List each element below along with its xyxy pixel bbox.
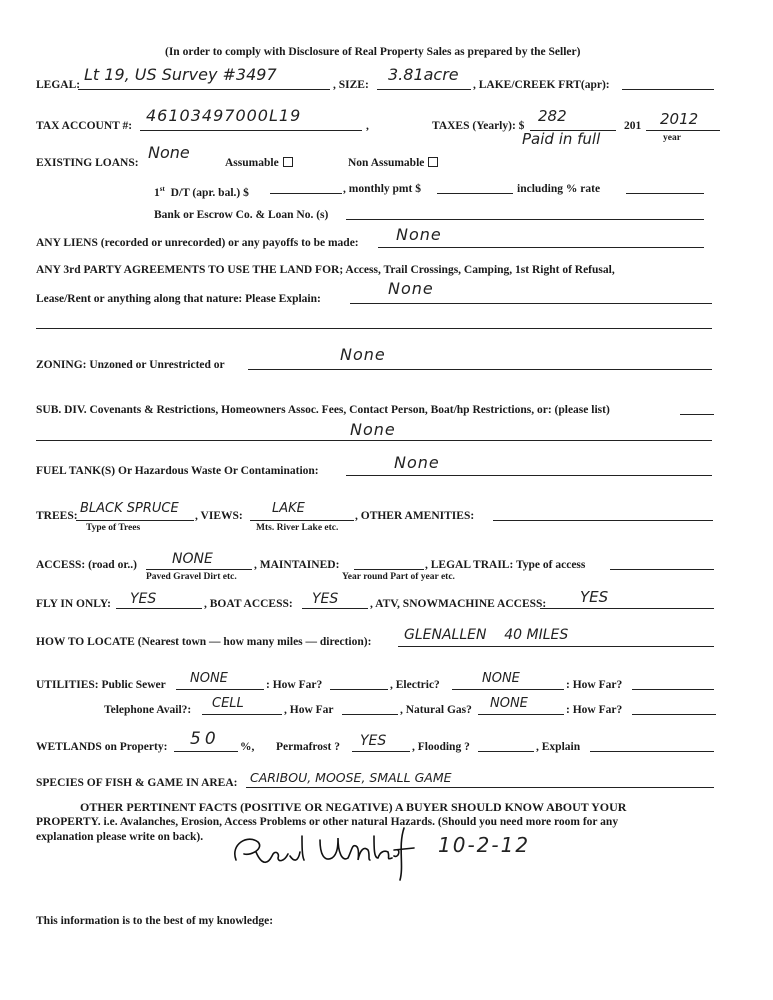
explain-line: [590, 751, 714, 752]
tax-comma: ,: [366, 120, 369, 132]
pertinent-line3: explanation please write on back).: [36, 831, 204, 843]
species-line: [246, 787, 714, 788]
tax-account-line: [140, 130, 362, 131]
trees-value[interactable]: BLACK SPRUCE: [80, 501, 179, 516]
legal-trail-line: [610, 569, 714, 570]
phone-label: Telephone Avail?:: [104, 704, 192, 716]
paid-note: Paid in full: [522, 130, 601, 148]
atv-value[interactable]: YES: [580, 588, 609, 606]
zoning-label: ZONING: Unzoned or Unrestricted or: [36, 359, 225, 371]
size-line: [377, 89, 471, 90]
rate-label: including % rate: [517, 183, 601, 195]
trees-label: TREES:: [36, 510, 78, 522]
electric-label: , Electric?: [390, 679, 440, 691]
third-party-line1: ANY 3rd PARTY AGREEMENTS TO USE THE LAND FOR; Access, Trail Crossings, Camping, 1st Right of Refusal,: [36, 264, 615, 276]
loans-value[interactable]: None: [148, 143, 190, 162]
access-label: ACCESS: (road or..): [36, 559, 137, 571]
pertinent-line1: OTHER PERTINENT FACTS (POSITIVE OR NEGATIVE) A BUYER SHOULD KNOW ABOUT YOUR: [80, 800, 627, 814]
locate-value[interactable]: GLENALLEN 40 MILES: [404, 627, 569, 643]
gas-value[interactable]: NONE: [490, 696, 528, 711]
atv-line: [540, 608, 714, 609]
access-value[interactable]: NONE: [172, 551, 213, 567]
fly-line: [116, 608, 202, 609]
locate-line: [398, 646, 714, 647]
first-dt-num: 1: [154, 186, 160, 199]
tax-account-value[interactable]: 46103497000L19: [146, 106, 302, 125]
year-caption: year: [663, 133, 681, 143]
howfar-4-line: [632, 714, 716, 715]
explain-label: , Explain: [536, 741, 581, 753]
flooding-line: [478, 751, 534, 752]
fly-value[interactable]: YES: [130, 591, 157, 607]
size-label: , SIZE:: [333, 79, 369, 91]
legal-line: [78, 89, 330, 90]
views-value[interactable]: LAKE: [272, 501, 305, 516]
bank-line: [346, 219, 704, 220]
year-line: [646, 130, 720, 131]
utilities-label: UTILITIES: Public Sewer: [36, 679, 166, 691]
form-header: (In order to comply with Disclosure of Real Property Sales as prepared by the Seller): [165, 46, 581, 58]
loans-label: EXISTING LOANS:: [36, 157, 139, 169]
third-party-extra-line: [36, 328, 712, 329]
locate-label: HOW TO LOCATE (Nearest town — how many miles — direction):: [36, 636, 372, 648]
wetlands-value[interactable]: 50: [190, 729, 220, 749]
third-party-line2: Lease/Rent or anything along that nature: Please Explain:: [36, 293, 321, 305]
lake-line: [622, 89, 714, 90]
assumable-option[interactable]: [225, 156, 293, 170]
howfar-1-line: [330, 689, 388, 690]
fuel-line: [346, 475, 712, 476]
liens-label: ANY LIENS (recorded or unrecorded) or any payoffs to be made:: [36, 237, 359, 249]
non-assumable-checkbox[interactable]: [428, 157, 438, 167]
monthly-label: , monthly pmt $: [343, 183, 421, 195]
rate-line: [626, 193, 704, 194]
third-party-value[interactable]: None: [388, 279, 434, 298]
footer-statement: This information is to the best of my knowledge:: [36, 915, 274, 927]
species-label: SPECIES OF FISH & GAME IN AREA:: [36, 777, 238, 789]
access-line: [146, 569, 252, 570]
howfar-3-line: [342, 714, 398, 715]
howfar-1-label: : How Far?: [266, 679, 323, 691]
atv-label: , ATV, SNOWMACHINE ACCESS:: [370, 598, 547, 610]
subdiv-label: SUB. DIV. Covenants & Restrictions, Homeowners Assoc. Fees, Contact Person, Boat/hp Restrictions, or: (please list): [36, 404, 610, 416]
views-caption: Mts. River Lake etc.: [256, 523, 339, 533]
access-caption: Paved Gravel Dirt etc.: [146, 572, 237, 582]
year-value[interactable]: 2012: [660, 110, 699, 128]
size-value[interactable]: 3.81acre: [388, 65, 459, 84]
first-dt-sup: st: [159, 185, 165, 193]
first-dt-text: D/T (apr. bal.) $: [170, 186, 249, 199]
fuel-value[interactable]: None: [394, 453, 440, 472]
signature: [228, 822, 418, 882]
wetlands-line: [174, 751, 238, 752]
permafrost-line: [352, 751, 410, 752]
taxes-label: TAXES (Yearly): $: [432, 120, 525, 132]
boat-line: [302, 608, 368, 609]
liens-value[interactable]: None: [396, 225, 442, 244]
liens-line: [378, 247, 704, 248]
fuel-label: FUEL TANK(S) Or Hazardous Waste Or Contamination:: [36, 465, 319, 477]
assumable-checkbox[interactable]: [283, 157, 293, 167]
views-line: [250, 520, 354, 521]
non-assumable-option[interactable]: [348, 156, 438, 170]
amenities-line: [493, 520, 713, 521]
monthly-line: [437, 193, 513, 194]
trees-line: [76, 520, 194, 521]
howfar-4-label: : How Far?: [566, 704, 623, 716]
phone-value[interactable]: CELL: [212, 696, 244, 711]
zoning-line: [248, 369, 712, 370]
views-label: , VIEWS:: [195, 510, 243, 522]
assumable-label: Assumable: [225, 157, 279, 169]
fly-label: FLY IN ONLY:: [36, 598, 111, 610]
pertinent-line2: PROPERTY. i.e. Avalanches, Erosion, Access Problems or other natural Hazards. (Should you need more room for any: [36, 816, 619, 828]
gas-label: , Natural Gas?: [400, 704, 472, 716]
subdiv-line-b: [36, 440, 712, 441]
species-value[interactable]: CARIBOU, MOOSE, SMALL GAME: [250, 770, 452, 785]
howfar-3-label: , How Far: [284, 704, 334, 716]
permafrost-value[interactable]: YES: [360, 733, 387, 749]
bank-label: Bank or Escrow Co. & Loan No. (s): [154, 209, 329, 221]
first-dt-label: [154, 182, 249, 200]
lake-label: , LAKE/CREEK FRT(apr):: [473, 79, 610, 91]
subdiv-value[interactable]: None: [350, 420, 396, 439]
year-prefix: 201: [624, 120, 642, 132]
first-dt-line: [270, 193, 342, 194]
gas-line: [478, 714, 564, 715]
boat-label: , BOAT ACCESS:: [204, 598, 293, 610]
taxes-value[interactable]: 282: [538, 107, 567, 125]
flooding-label: , Flooding ?: [412, 741, 470, 753]
maintained-label: , MAINTAINED:: [254, 559, 340, 571]
howfar-2-label: : How Far?: [566, 679, 623, 691]
sewer-line: [176, 689, 264, 690]
tax-account-label: TAX ACCOUNT #:: [36, 120, 133, 132]
legal-trail-label: , LEGAL TRAIL: Type of access: [425, 559, 586, 571]
non-assumable-label: Non Assumable: [348, 157, 425, 169]
wetlands-label: WETLANDS on Property:: [36, 741, 168, 753]
amenities-label: , OTHER AMENITIES:: [355, 510, 475, 522]
boat-value[interactable]: YES: [312, 591, 339, 607]
trees-caption: Type of Trees: [86, 523, 141, 533]
permafrost-label: Permafrost ?: [276, 741, 340, 753]
subdiv-line-a: [680, 414, 714, 415]
phone-line: [202, 714, 282, 715]
legal-label: LEGAL:: [36, 79, 81, 91]
electric-value[interactable]: NONE: [482, 671, 520, 686]
wetlands-pct: %,: [240, 741, 255, 753]
zoning-value[interactable]: None: [340, 345, 386, 364]
maintained-caption: Year round Part of year etc.: [342, 572, 455, 582]
sewer-value[interactable]: NONE: [190, 671, 228, 686]
legal-value[interactable]: Lt 19, US Survey #3497: [84, 65, 277, 84]
signature-date[interactable]: 10-2-12: [438, 833, 531, 857]
maintained-line: [354, 569, 424, 570]
electric-line: [452, 689, 564, 690]
third-party-line: [350, 303, 712, 304]
howfar-2-line: [632, 689, 714, 690]
